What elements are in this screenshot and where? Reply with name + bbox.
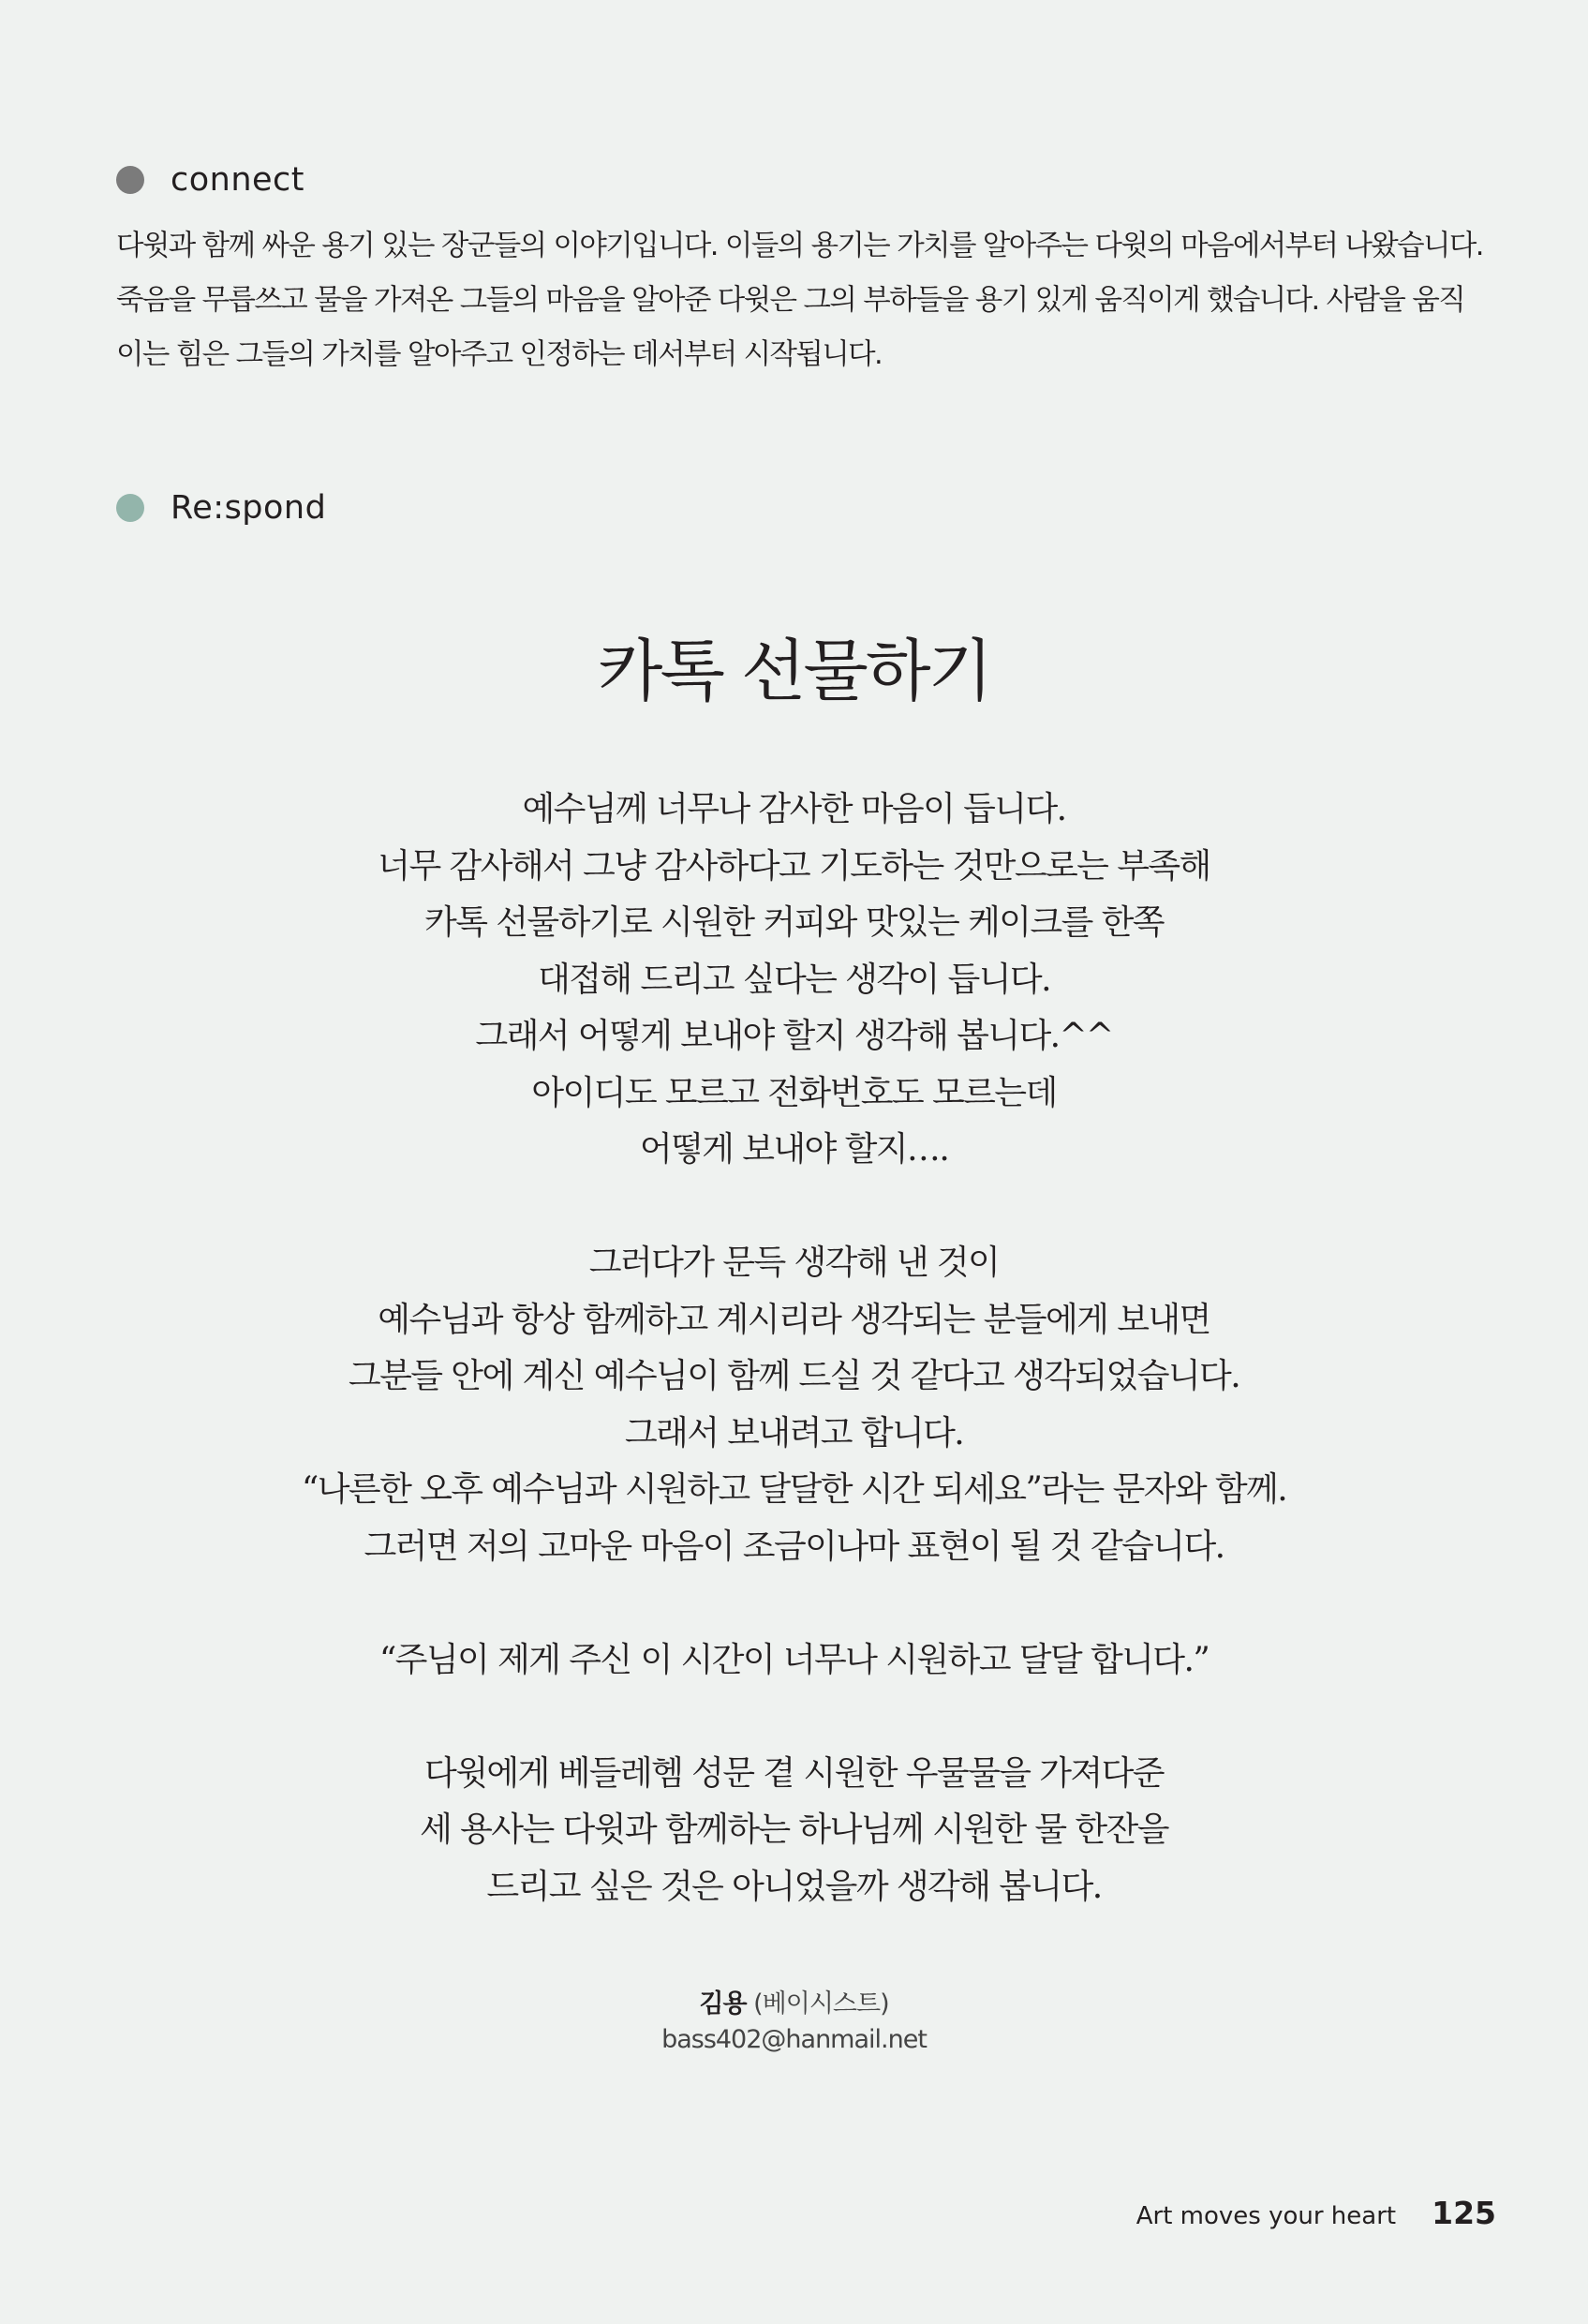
footer-tagline: Art moves your heart bbox=[1135, 2202, 1397, 2230]
page-footer bbox=[1136, 2195, 1496, 2231]
poem-line: 카톡 선물하기로 시원한 커피와 맛있는 케이크를 한쪽 bbox=[424, 903, 1164, 942]
author-name-line bbox=[0, 1987, 1588, 2022]
poem-line: 그분들 안에 계신 예수님이 함께 드실 것 같다고 생각되었습니다. bbox=[348, 1357, 1240, 1395]
poem-line: 그러다가 문득 생각해 낸 것이 bbox=[588, 1244, 1000, 1282]
poem-line: 세 용사는 다윗과 함께하는 하나님께 시원한 물 한잔을 bbox=[420, 1810, 1168, 1849]
poem-line: 예수님과 항상 함께하고 계시리라 생각되는 분들에게 보내면 bbox=[378, 1300, 1210, 1339]
poem-line: 그래서 어떻게 보내야 할지 생각해 봅니다.^^ bbox=[475, 1017, 1113, 1055]
poem-line: “주님이 제게 주신 이 시간이 너무나 시원하고 달달 합니다.” bbox=[378, 1640, 1210, 1679]
poem-line: 다윗에게 베들레헴 성문 곁 시원한 우물물을 가져다준 bbox=[424, 1753, 1164, 1793]
connect-section-heading bbox=[116, 161, 304, 199]
connect-bullet-icon bbox=[116, 166, 144, 194]
poem-line bbox=[0, 1179, 1588, 1236]
poem-line: 드리고 싶은 것은 아니었을까 생각해 봅니다. bbox=[486, 1867, 1102, 1906]
author-role: (베이시스트) bbox=[753, 1989, 889, 2019]
connect-body-text: 다윗과 함께 싸운 용기 있는 장군들의 이야기입니다. 이들의 용기는 가치를 알아주는 다윗의 마음에서부터 나왔습니다. 죽음을 무릅쓰고 물을 가져온 그들의 마음을 알아준 다윗은 그의 부하들을 용기 있게 움직이게 했습니다. 사람을 움직이는 힘은 그들의 가치를 알아주고 인정하는 데서부터 시작됩니다. bbox=[116, 230, 1483, 371]
poem-line: 예수님께 너무나 감사한 마음이 듭니다. bbox=[522, 790, 1066, 828]
poem-line: 아이디도 모르고 전화번호도 모르는데 bbox=[531, 1073, 1057, 1112]
article-title: 카톡 선물하기 bbox=[597, 632, 991, 710]
author-credit bbox=[0, 1987, 1588, 2058]
page-number: 125 bbox=[1432, 2195, 1496, 2231]
article-poem bbox=[0, 782, 1588, 1915]
poem-line bbox=[0, 1689, 1588, 1746]
author-email: bass402@hanmail.net bbox=[661, 2025, 927, 2054]
poem-line: 대접해 드리고 싶다는 생각이 듭니다. bbox=[538, 960, 1050, 999]
poem-line: 너무 감사해서 그냥 감사하다고 기도하는 것만으로는 부족해 bbox=[378, 846, 1210, 886]
respond-title: Re:spond bbox=[171, 489, 327, 527]
author-name: 김용 bbox=[699, 1989, 747, 2019]
poem-line: 그러면 저의 고마운 마음이 조금이나마 표현이 될 것 같습니다. bbox=[364, 1527, 1224, 1566]
connect-title: connect bbox=[171, 161, 305, 199]
poem-line: 어떻게 보내야 할지…. bbox=[639, 1130, 949, 1169]
respond-section-heading bbox=[116, 489, 326, 527]
poem-line bbox=[0, 1575, 1588, 1632]
poem-line: 그래서 보내려고 합니다. bbox=[624, 1413, 964, 1452]
respond-bullet-icon bbox=[116, 494, 144, 522]
poem-line: “나른한 오후 예수님과 시원하고 달달한 시간 되세요”라는 문자와 함께. bbox=[301, 1470, 1287, 1509]
